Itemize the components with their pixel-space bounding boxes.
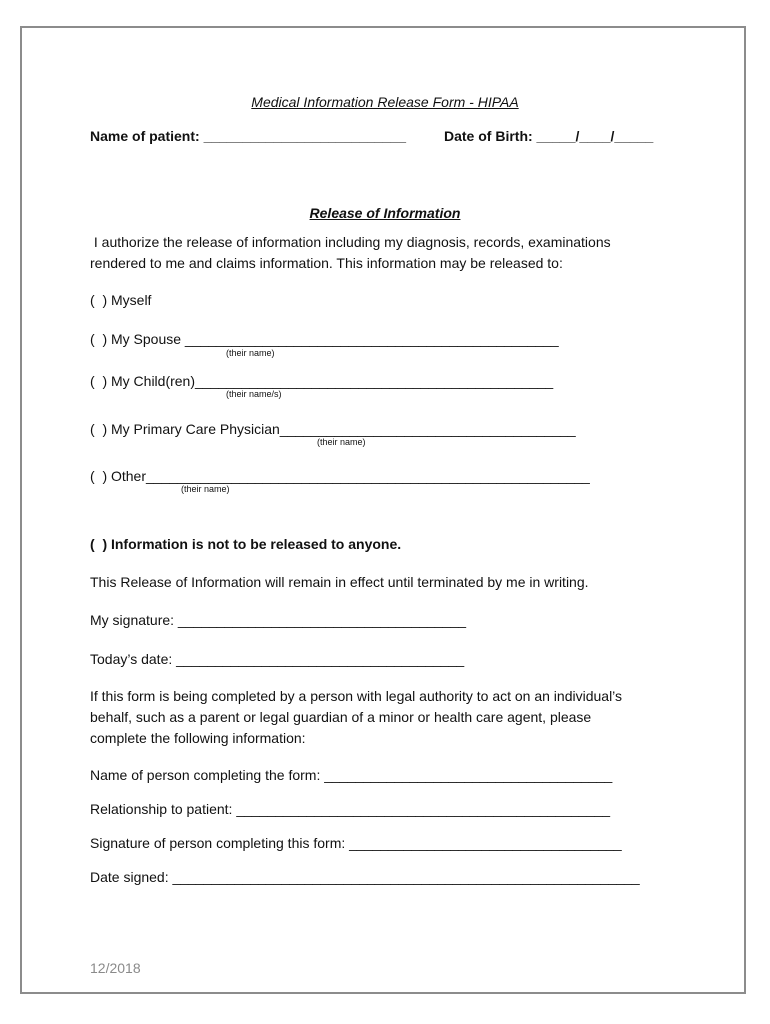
option-myself[interactable]: ( ) Myself <box>90 292 152 308</box>
option-children[interactable]: ( ) My Child(ren)______________________________________________ <box>90 373 554 389</box>
other-name-hint: (their name) <box>181 484 230 494</box>
name-of-patient-field[interactable]: Name of patient: __________________________ <box>90 128 407 144</box>
todays-date-field[interactable]: Today’s date: _____________________________________ <box>90 651 465 667</box>
person-completing-field[interactable]: Name of person completing the form: _____________________________________ <box>90 767 613 783</box>
spouse-name-hint: (their name) <box>226 348 275 358</box>
option-spouse[interactable]: ( ) My Spouse ________________________________________________ <box>90 331 559 347</box>
authorize-text-line-1: I authorize the release of information including my diagnosis, records, examinations <box>90 234 611 250</box>
my-signature-field[interactable]: My signature: _____________________________________ <box>90 612 467 628</box>
footer-revision-date: 12/2018 <box>90 960 141 976</box>
authorize-text-line-2: rendered to me and claims information. This information may be released to: <box>90 255 563 271</box>
release-of-information-heading: Release of Information <box>309 205 461 221</box>
relationship-to-patient-field[interactable]: Relationship to patient: ________________________________________________ <box>90 801 611 817</box>
remain-in-effect-text: This Release of Information will remain in effect until terminated by me in writing. <box>90 574 589 590</box>
date-of-birth-field[interactable]: Date of Birth: _____/____/_____ <box>444 128 654 144</box>
legal-authority-text-line-2: behalf, such as a parent or legal guardian of a minor or health care agent, please <box>90 709 592 725</box>
option-not-released[interactable]: ( ) Information is not to be released to anyone. <box>90 536 402 552</box>
form-title: Medical Information Release Form - HIPAA <box>251 94 519 110</box>
option-primary-care-physician[interactable]: ( ) My Primary Care Physician______________________________________ <box>90 421 576 437</box>
legal-authority-text-line-3: complete the following information: <box>90 730 306 746</box>
legal-authority-text-line-1: If this form is being completed by a person with legal authority to act on an individual’s <box>90 688 623 704</box>
date-signed-field[interactable]: Date signed: ____________________________________________________________ <box>90 869 640 885</box>
physician-name-hint: (their name) <box>317 437 366 447</box>
option-other[interactable]: ( ) Other_________________________________________________________ <box>90 468 590 484</box>
children-name-hint: (their name/s) <box>226 389 282 399</box>
signature-of-person-completing-field[interactable]: Signature of person completing this form: ___________________________________ <box>90 835 622 851</box>
